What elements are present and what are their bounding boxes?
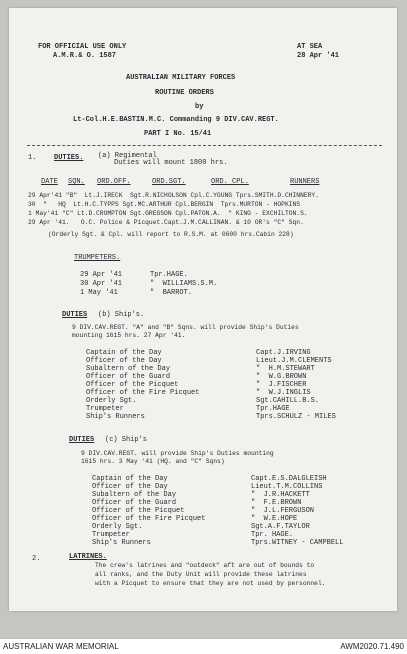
duty-name: " J.L.FERGUSON	[251, 507, 315, 515]
duty-role: Officer of the Picquet	[92, 507, 185, 515]
duty-name: Tprs.WITNEY - CAMPBELL	[251, 539, 344, 547]
duty-row: 30 " HQ Lt.H.C.TYPPS Sgt.MC.ARTHUR Cpl.BERGIN Tprs.MURTON - HOPKINS	[28, 201, 301, 208]
duty-name: " J.FISCHER	[256, 381, 307, 389]
duty-role: Orderly Sgt.	[92, 523, 143, 531]
col-ord-off: ORD.OFF.	[97, 178, 131, 186]
duties-b-sub: (b) Ship's.	[98, 311, 145, 319]
duty-name: Tpr.HAGE	[256, 405, 290, 413]
duties-c-intro: 1615 hrs. 3 May '41 (HQ. and "C" Sqns)	[81, 458, 225, 465]
duty-role: Subaltern of the Day	[86, 365, 171, 373]
latrines-line: all ranks, and the Duty Unit will provide these latrines	[95, 571, 307, 578]
duty-role: Officer of the Fire Picquet	[92, 515, 206, 523]
part-number: PART I No. 15/41	[144, 130, 212, 138]
duty-role: Trumpeter	[86, 405, 124, 413]
duties-c-sub: (c) Ship's	[105, 436, 148, 444]
trumpeter-date: 29 Apr '41	[80, 271, 123, 279]
col-ord-cpl: ORD. CPL.	[211, 178, 249, 186]
duty-name: Capt.J.IRVING	[256, 349, 311, 357]
duty-role: Officer of the Day	[92, 483, 168, 491]
duty-row: 29 Apr'41 "B" Lt.J.IRECK Sgt.R.NICHOLSON Cpl.C.YOUNG Tprs.SMITH.D.CHINNERY.	[28, 192, 319, 199]
trumpeter-date: 1 May '41	[80, 289, 118, 297]
orderly-note: (Orderly Sgt. & Cpl. will report to R.S.M. at 0600 hrs.Cabin 228)	[48, 231, 294, 238]
duty-role: Officer of the Guard	[92, 499, 177, 507]
duty-role: Officer of the Guard	[86, 373, 171, 381]
duty-name: Tpr. HAGE.	[251, 531, 294, 539]
duty-name: Tprs.SCHULZ - MILES	[256, 413, 336, 421]
duties-b-intro: 9 DIV.CAV.REGT. "A" and "B" Sqns. will provide Ship's Duties	[72, 324, 299, 331]
duty-name: " J.R.HACKETT	[251, 491, 310, 499]
duty-name: " W.E.HOPE	[251, 515, 298, 523]
duty-role: Ship's Runners	[86, 413, 145, 421]
header-date: 28 Apr '41	[297, 52, 340, 60]
duties-b-heading: DUTIES	[62, 311, 88, 319]
duty-role: Subaltern of the Day	[92, 491, 177, 499]
duty-role: Officer of the Picquet	[86, 381, 179, 389]
commander-line: Lt-Col.H.E.BASTIN.M.C. Commanding 9 DIV.CAV.REGT.	[73, 116, 279, 124]
by-label: by	[195, 103, 204, 111]
duty-role: Captain of the Day	[92, 475, 168, 483]
section-1-number: 1.	[28, 154, 37, 162]
footer-accession: AWM2020.71.490	[340, 642, 404, 651]
duty-role: Ship's Runners	[92, 539, 151, 547]
col-ord-sgt: ORD.SGT.	[152, 178, 186, 186]
official-use-label: FOR OFFICIAL USE ONLY	[38, 43, 127, 51]
duty-role: Orderly Sgt.	[86, 397, 137, 405]
duty-name: Sgt.A.F.TAYLOR	[251, 523, 310, 531]
duty-role: Captain of the Day	[86, 349, 162, 357]
trumpeter-name: " BARROT.	[150, 289, 193, 297]
section-1-sub: (a) Regimental	[98, 152, 157, 160]
duty-name: Sgt.CAHILL.B.S.	[256, 397, 320, 405]
amr-reference: A.M.R.& O. 1587	[53, 52, 117, 60]
duties-mount-line: Duties will mount 1800 hrs.	[114, 159, 228, 167]
footer-source: AUSTRALIAN WAR MEMORIAL	[3, 642, 119, 651]
trumpeter-name: " WILLIAMS.S.M.	[150, 280, 218, 288]
duty-role: Officer of the Day	[86, 357, 162, 365]
section-2-number: 2.	[32, 555, 41, 563]
duty-row: 1 May'41 "C" Lt.D.CROMPTON Sgt.GREGSON Cpl.PATON.A. " KING - EXCHILTON.S.	[28, 210, 308, 217]
col-runners: RUNNERS	[290, 178, 320, 186]
latrines-line: The crew's latrines and "outdeck" aft are out of bounds to	[95, 562, 315, 569]
duties-c-intro: 9 DIV.CAV.REGT. will provide Ship's Duties mounting	[81, 450, 274, 457]
section-1-heading: DUTIES.	[54, 154, 84, 162]
duty-name: " W.G.BROWN	[256, 373, 307, 381]
duties-b-intro: mounting 1615 hrs. 27 Apr '41.	[72, 332, 186, 339]
duties-c-heading: DUTIES	[69, 436, 95, 444]
trumpeter-name: Tpr.HAGE.	[150, 271, 188, 279]
location-label: AT SEA	[297, 43, 323, 51]
duty-name: " F.E.BROWN	[251, 499, 302, 507]
duty-role: Trumpeter	[92, 531, 130, 539]
forces-title: AUSTRALIAN MILITARY FORCES	[126, 74, 236, 82]
duty-name: Lieut.T.M.COLLINS	[251, 483, 323, 491]
duty-name: " W.J.INGLIS	[256, 389, 311, 397]
section-2-heading: LATRINES.	[69, 553, 107, 561]
col-date: DATE	[41, 178, 58, 186]
title-divider	[27, 145, 382, 146]
duty-row: 29 Apr '41. O.C. Police & Picquet.Capt.J.M.CALLINAN. & 10 OR's "C" Sqn.	[28, 219, 304, 226]
duty-name: Lieut.J.M.CLEMENTS	[256, 357, 332, 365]
latrines-line: with a Picquet to ensure that they are not used by personnel.	[95, 580, 326, 587]
archive-footer	[0, 638, 407, 654]
duty-name: Capt.E.S.DALGLEISH	[251, 475, 327, 483]
trumpeter-date: 30 Apr '41	[80, 280, 123, 288]
trumpeters-heading: TRUMPETERS.	[74, 254, 121, 262]
duty-name: " H.M.STEWART	[256, 365, 315, 373]
routine-orders-title: ROUTINE ORDERS	[155, 89, 214, 97]
duty-role: Officer of the Fire Picquet	[86, 389, 200, 397]
col-sqn: SQN.	[68, 178, 85, 186]
